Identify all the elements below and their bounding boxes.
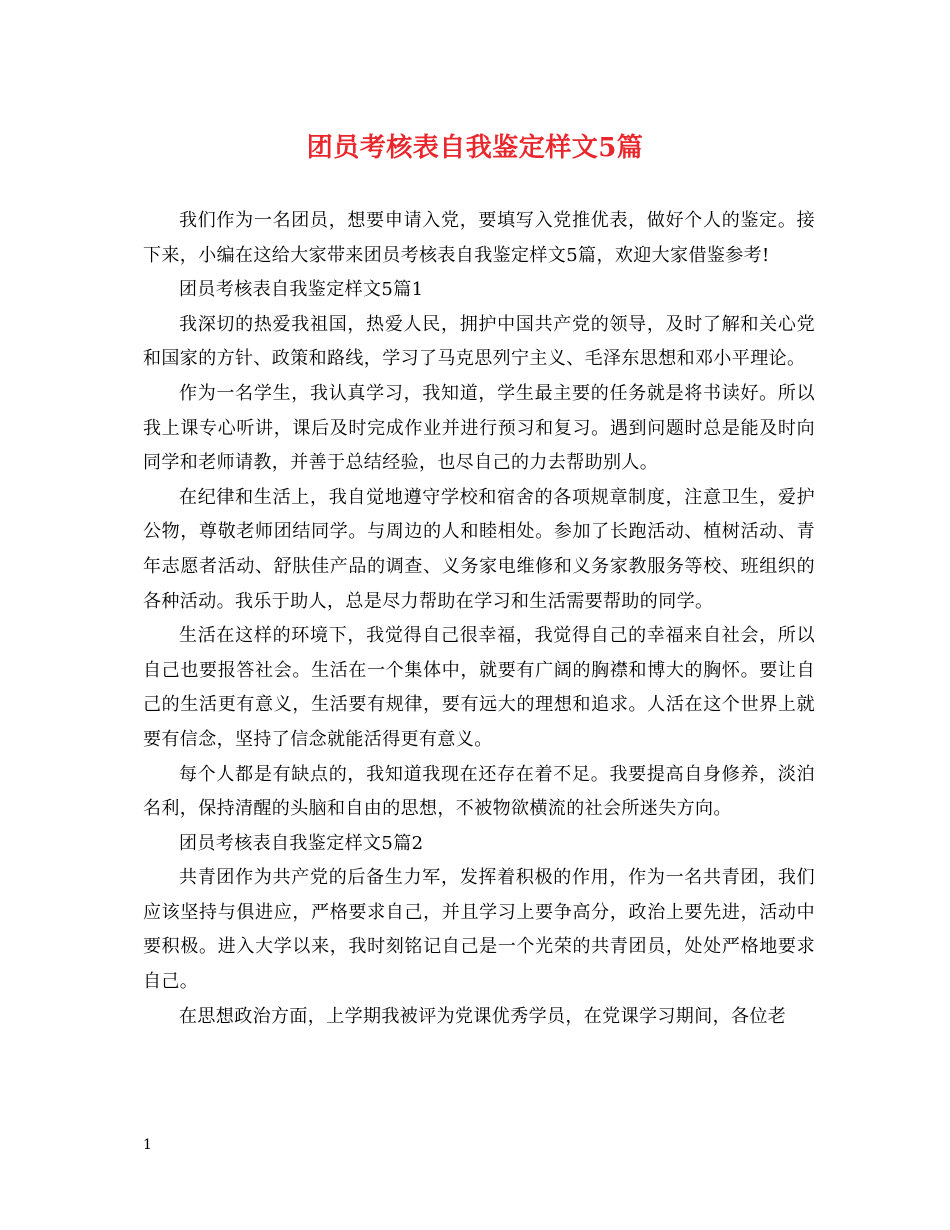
paragraph: 生活在这样的环境下，我觉得自己很幸福，我觉得自己的幸福来自社会，所以自己也要报答社会。生活在一个集体中，就要有广阔的胸襟和博大的胸怀。要让自己的生活更有意义，生活要有规律，要有远大的理想和追求。人活在这个世界上就要有信念，坚持了信念就能活得更有意义。 — [143, 625, 815, 750]
paragraph: 作为一名学生，我认真学习，我知道，学生最主要的任务就是将书读好。所以我上课专心听讲，课后及时完成作业并进行预习和复习。遇到问题时总是能及时向同学和老师请教，并善于总结经验，也尽自己的力去帮助别人。 — [143, 382, 815, 474]
paragraph: 在思想政治方面，上学期我被评为党课优秀学员，在党课学习期间，各位老 — [179, 1005, 787, 1027]
page-number: 1 — [143, 1137, 152, 1153]
paragraph: 每个人都是有缺点的，我知道我现在还存在着不足。我要提高自身修养，淡泊名利，保持清醒的头脑和自由的思想，不被物欲横流的社会所迷失方向。 — [143, 763, 815, 820]
document-title: 团员考核表自我鉴定样文5篇 — [306, 133, 644, 163]
paragraph: 在纪律和生活上，我自觉地遵守学校和宿舍的各项规章制度，注意卫生，爱护公物，尊敬老师团结同学。与周边的人和睦相处。参加了长跑活动、植树活动、青年志愿者活动、舒肤佳产品的调查、义务家电维修和义务家教服务等校、班组织的各种活动。我乐于助人，总是尽力帮助在学习和生活需要帮助的同学。 — [143, 486, 815, 612]
paragraph-intro: 我们作为一名团员，想要申请入党，要填写入党推优表，做好个人的鉴定。接下来，小编在这给大家带来团员考核表自我鉴定样文5篇，欢迎大家借鉴参考! — [143, 210, 815, 266]
section-heading-2: 团员考核表自我鉴定样文5篇2 — [179, 832, 424, 854]
paragraph: 我深切的热爱我祖国，热爱人民，拥护中国共产党的领导，及时了解和关心党和国家的方针、政策和路线，学习了马克思列宁主义、毛泽东思想和邓小平理论。 — [143, 313, 815, 370]
section-heading-1: 团员考核表自我鉴定样文5篇1 — [179, 279, 424, 301]
document-body — [143, 204, 815, 1034]
paragraph: 共青团作为共产党的后备生力军，发挥着积极的作用，作为一名共青团，我们应该坚持与俱进应，严格要求自己，并且学习上要争高分，政治上要先进，活动中要积极。进入大学以来，我时刻铭记自己是一个光荣的共青团员，处处严格地要求自己。 — [143, 867, 815, 993]
